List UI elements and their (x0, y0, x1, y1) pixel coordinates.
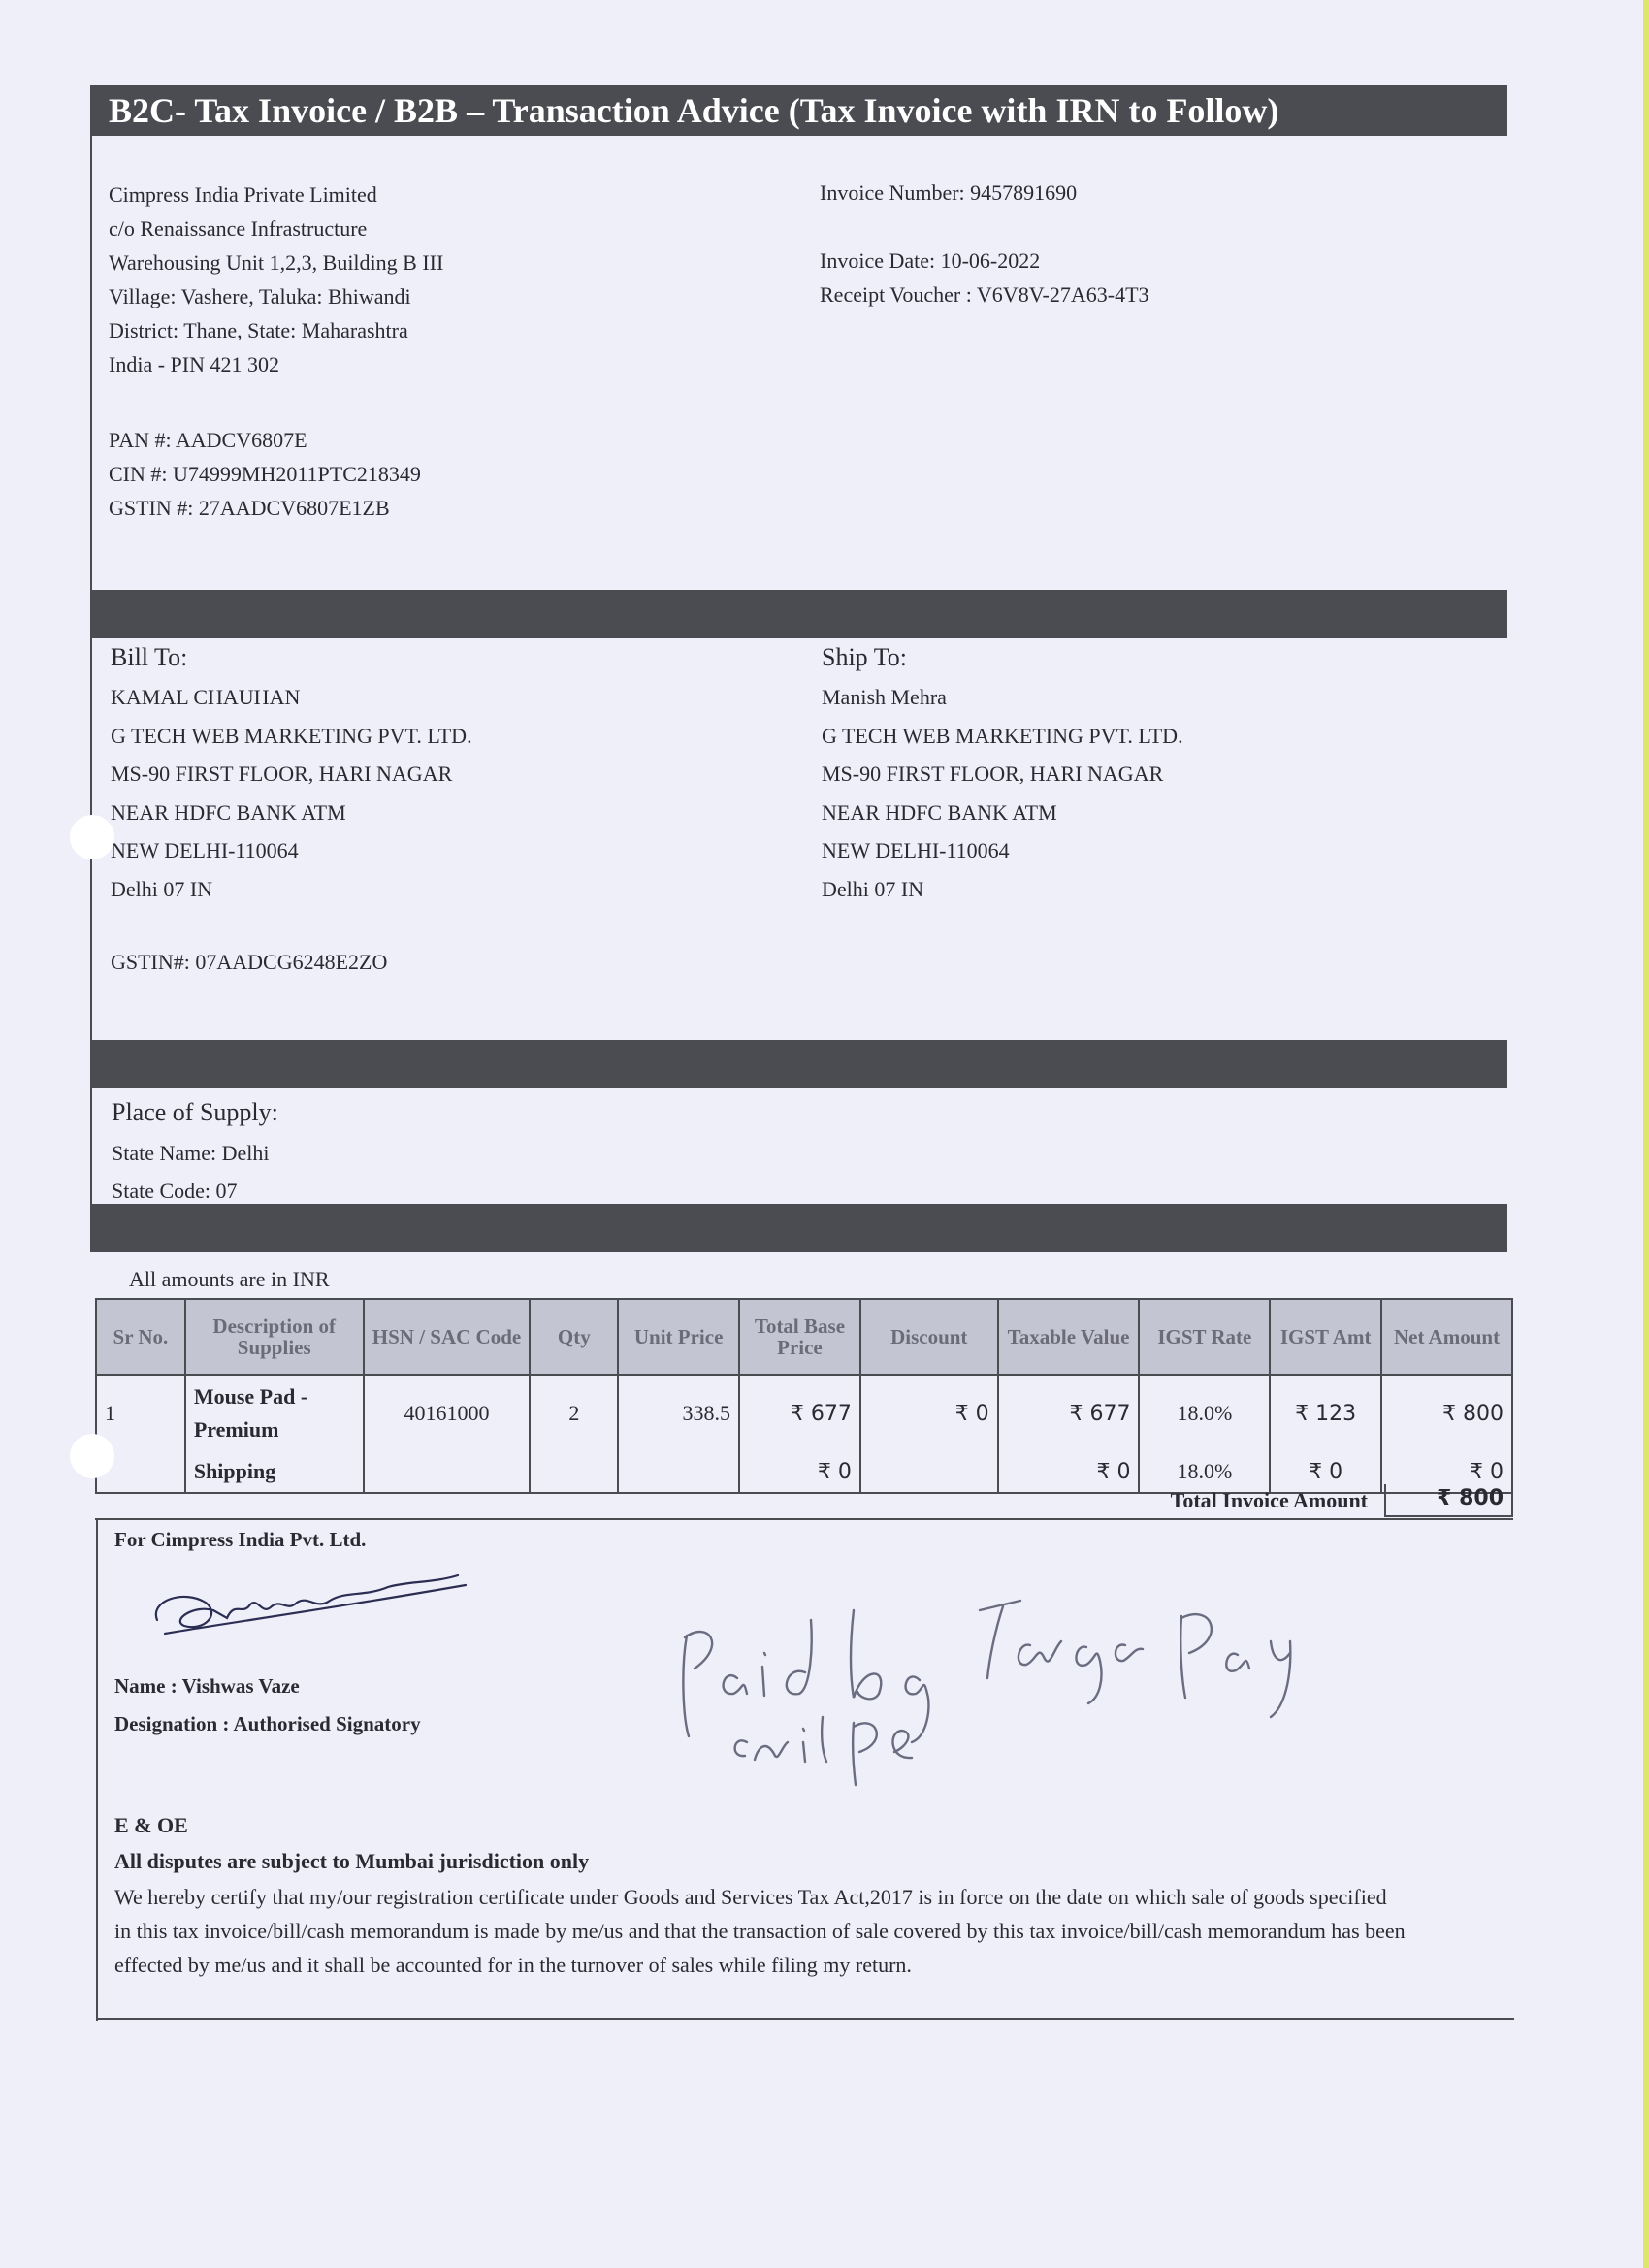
footer-bottom-line (96, 2018, 1514, 2020)
items-table (95, 1298, 1513, 1494)
total-underline (95, 1518, 1513, 1520)
cell-igst-rate: 18.0% (1139, 1451, 1270, 1493)
seller-pan: PAN #: AADCV6807E (109, 428, 307, 452)
seller-line: Cimpress India Private Limited (109, 182, 377, 207)
state-code: State Code: 07 (112, 1179, 238, 1203)
seller-line: Warehousing Unit 1,2,3, Building B III (109, 250, 444, 275)
ship-to-line: Delhi 07 IN (822, 876, 924, 901)
col-header-base-price: Total Base Price (739, 1299, 860, 1375)
ship-to-address (822, 678, 1183, 909)
bill-to-line: NEW DELHI-110064 (111, 838, 299, 863)
declaration-line: in this tax invoice/bill/cash memorandum is made by me/us and that the transaction of sale covered by this tax invoice/bill/cash memorandum has been (114, 1919, 1406, 1943)
signatory-designation: Designation : Authorised Signatory (114, 1712, 421, 1735)
bill-to-line: MS-90 FIRST FLOOR, HARI NAGAR (111, 761, 453, 787)
invoice-number: Invoice Number: 9457891690 (820, 180, 1078, 205)
cell-igst-amt: ₹ 123 (1270, 1375, 1381, 1451)
section-band (90, 590, 1507, 638)
punch-hole (70, 815, 114, 859)
seller-line: India - PIN 421 302 (109, 352, 279, 376)
bill-to-label: Bill To: (111, 643, 188, 671)
cell-unit-price (618, 1451, 739, 1493)
bill-to-address (111, 678, 472, 909)
ship-to-label: Ship To: (822, 643, 908, 671)
seller-address (109, 178, 443, 381)
cell-base-price: ₹ 677 (739, 1375, 860, 1451)
cell-igst-rate: 18.0% (1139, 1375, 1270, 1451)
col-header-unit-price: Unit Price (618, 1299, 739, 1375)
table-row (96, 1375, 1512, 1451)
cell-net: ₹ 0 (1381, 1451, 1512, 1493)
bill-to-line: G TECH WEB MARKETING PVT. LTD. (111, 723, 472, 748)
disputes-note: All disputes are subject to Mumbai jurisdiction only (114, 1849, 590, 1873)
seller-line: District: Thane, State: Maharashtra (109, 318, 408, 342)
cell-unit-price: 338.5 (618, 1375, 739, 1451)
cell-description: Shipping (185, 1451, 364, 1493)
punch-hole (70, 1434, 114, 1478)
invoice-title: B2C- Tax Invoice / B2B – Transaction Advice (Tax Invoice with IRN to Follow) (90, 85, 1507, 136)
state-name: State Name: Delhi (112, 1141, 270, 1165)
table-row (96, 1451, 1512, 1493)
cell-sr: 1 (96, 1375, 185, 1451)
cell-net: ₹ 800 (1381, 1375, 1512, 1451)
section-band (90, 1204, 1507, 1252)
col-header-igst-amt: IGST Amt (1270, 1299, 1381, 1375)
signatory-name: Name : Vishwas Vaze (114, 1674, 300, 1698)
total-label: Total Invoice Amount (1170, 1488, 1368, 1512)
cell-taxable: ₹ 0 (998, 1451, 1140, 1493)
col-header-net: Net Amount (1381, 1299, 1512, 1375)
ship-to-line: MS-90 FIRST FLOOR, HARI NAGAR (822, 761, 1164, 787)
col-header-qty: Qty (530, 1299, 618, 1375)
col-header-discount: Discount (860, 1299, 998, 1375)
col-header-igst-rate: IGST Rate (1139, 1299, 1270, 1375)
seller-ids (109, 423, 421, 525)
frame-left-line (90, 136, 92, 592)
seller-line: Village: Vashere, Taluka: Bhiwandi (109, 284, 411, 308)
for-company-label: For Cimpress India Pvt. Ltd. (114, 1528, 367, 1551)
cell-base-price: ₹ 0 (739, 1451, 860, 1493)
invoice-date: Invoice Date: 10-06-2022 (820, 248, 1041, 273)
declaration-line: effected by me/us and it shall be accounted for in the turnover of sales while filing my return. (114, 1953, 912, 1977)
col-header-hsn: HSN / SAC Code (364, 1299, 531, 1375)
bill-to-line: Delhi 07 IN (111, 876, 213, 901)
cell-igst-amt: ₹ 0 (1270, 1451, 1381, 1493)
signature-image (146, 1562, 475, 1649)
ship-to-line: G TECH WEB MARKETING PVT. LTD. (822, 723, 1183, 748)
bill-to-line: KAMAL CHAUHAN (111, 685, 301, 709)
seller-line: c/o Renaissance Infrastructure (109, 216, 368, 241)
col-header-taxable: Taxable Value (998, 1299, 1140, 1375)
cell-hsn (364, 1451, 531, 1493)
seller-cin: CIN #: U74999MH2011PTC218349 (109, 462, 421, 486)
frame-left-line (96, 1518, 98, 2021)
ship-to-line: NEAR HDFC BANK ATM (822, 799, 1057, 825)
seller-gstin: GSTIN #: 27AADCV6807E1ZB (109, 496, 390, 520)
table-header-row (96, 1299, 1512, 1375)
cell-taxable: ₹ 677 (998, 1375, 1140, 1451)
cell-discount: ₹ 0 (860, 1375, 998, 1451)
total-value: ₹ 800 (1437, 1486, 1504, 1510)
amounts-note: All amounts are in INR (129, 1267, 330, 1291)
declaration (114, 1880, 1502, 1982)
receipt-voucher: Receipt Voucher : V6V8V-27A63-4T3 (820, 282, 1149, 307)
bill-to-line: NEAR HDFC BANK ATM (111, 799, 346, 825)
cell-discount (860, 1451, 998, 1493)
page-edge (1643, 0, 1649, 2268)
eoe-label: E & OE (114, 1813, 188, 1837)
col-header-sr: Sr No. (96, 1299, 185, 1375)
cell-qty: 2 (530, 1375, 618, 1451)
handwritten-note (669, 1552, 1368, 1795)
cell-description: Mouse Pad - Premium (185, 1375, 364, 1451)
cell-hsn: 40161000 (364, 1375, 531, 1451)
frame-left-line (90, 1088, 92, 1205)
place-of-supply-label: Place of Supply: (112, 1098, 278, 1126)
declaration-line: We hereby certify that my/our registration certificate under Goods and Services Tax Act,2017 is in force on the date on which sale of goods specified (114, 1885, 1387, 1909)
ship-to-line: Manish Mehra (822, 685, 947, 709)
ship-to-line: NEW DELHI-110064 (822, 838, 1010, 863)
section-band (90, 1040, 1507, 1088)
col-header-description: Description of Supplies (185, 1299, 364, 1375)
bill-to-gstin: GSTIN#: 07AADCG6248E2ZO (111, 950, 388, 974)
cell-qty (530, 1451, 618, 1493)
place-of-supply (112, 1134, 270, 1210)
